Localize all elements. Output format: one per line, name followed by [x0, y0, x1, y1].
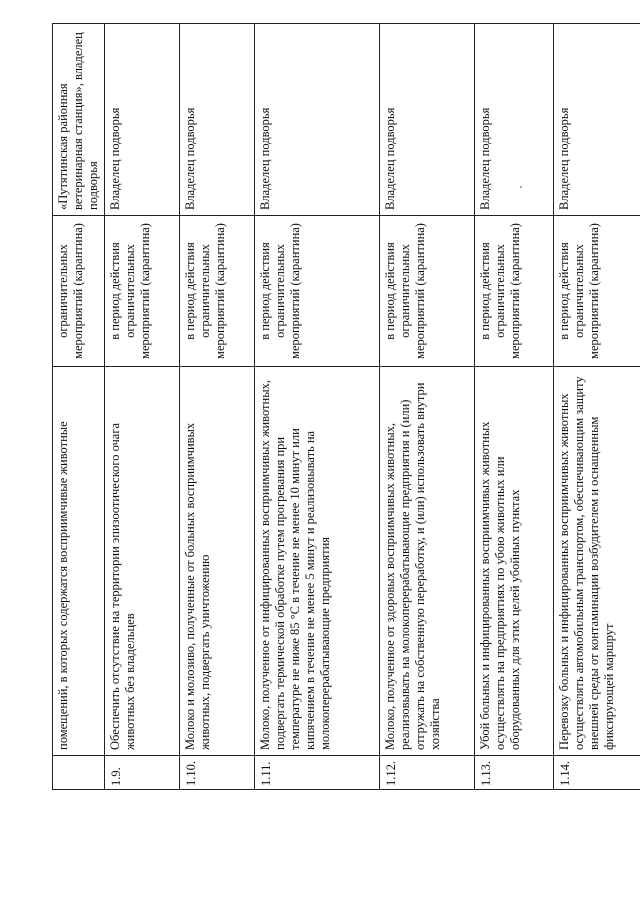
responsible-party: Владелец подворья: [255, 24, 380, 216]
table-row: [105, 24, 180, 790]
measure-term: в период действия ограничительных мероприятий (карантина): [105, 216, 180, 367]
measure-term: в период действия ограничительных мероприятий (карантина): [380, 216, 475, 367]
measure-term: в период действия ограничительных мероприятий (карантина): [554, 216, 640, 367]
table-row: [180, 24, 255, 790]
row-number: 1.14.: [554, 756, 640, 790]
measure-description: Молоко, полученное от здоровых восприимчивых животных, реализовывать на молокоперерабатывающие предприятия и (или) отгружать на собственную переработку, и (или) использовать внутри хозяйства: [380, 367, 475, 756]
responsible-party: Владелец подворья: [105, 24, 180, 216]
measure-description: Обеспечить отсутствие на территории эпизоотического очага животных без владельцев: [105, 367, 180, 756]
responsible-party: Владелец подворья: [380, 24, 475, 216]
row-number: 1.12.: [380, 756, 475, 790]
row-number: 1.11.: [255, 756, 380, 790]
responsible-party: Владелец подворья: [475, 24, 554, 216]
scan-speck: [520, 186, 522, 188]
responsible-party: Владелец подворья: [554, 24, 640, 216]
measure-term: в период действия ограничительных мероприятий (карантина): [475, 216, 554, 367]
measure-description: Молоко и молозиво, полученные от больных восприимчивых животных, подвергать уничтожению: [180, 367, 255, 756]
row-number: [53, 756, 105, 790]
measure-term: ограничительных мероприятий (карантина): [53, 216, 105, 367]
measure-description: Молоко, полученное от инфицированных восприимчивых животных, подвергать термической обработке путем прогревания при температуре не ниже 85 °С в течение не менее 10 минут или кипячением в течение не менее 5 минут и реализовывать на молокоперерабатывающие предприятия: [255, 367, 380, 756]
row-number: 1.9.: [105, 756, 180, 790]
measure-description: Перевозку больных и инфицированных восприимчивых животных осуществлять автомобильным транспортом, обеспечивающим защиту внешней среды от контаминации возбудителем и оснащенным фиксирующей маршрут: [554, 367, 640, 756]
measure-description: Убой больных и инфицированных восприимчивых животных осуществлять на предприятиях по убою животных или оборудованных для этих целей убойных пунктах: [475, 367, 554, 756]
table-row: [475, 24, 554, 790]
table-row: [380, 24, 475, 790]
measures-table: [52, 23, 640, 790]
table-row: [53, 24, 105, 790]
responsible-party: Владелец подворья: [180, 24, 255, 216]
responsible-party: «Путятинская районная ветеринарная станция», владелец подворья: [53, 24, 105, 216]
table-row: [554, 24, 640, 790]
row-number: 1.10.: [180, 756, 255, 790]
measure-term: в период действия ограничительных мероприятий (карантина): [180, 216, 255, 367]
measure-description: помещений, в которых содержатся восприимчивые животные: [53, 367, 105, 756]
row-number: 1.13.: [475, 756, 554, 790]
rotated-page: [52, 32, 616, 790]
measure-term: в период действия ограничительных мероприятий (карантина): [255, 216, 380, 367]
table-row: [255, 24, 380, 790]
